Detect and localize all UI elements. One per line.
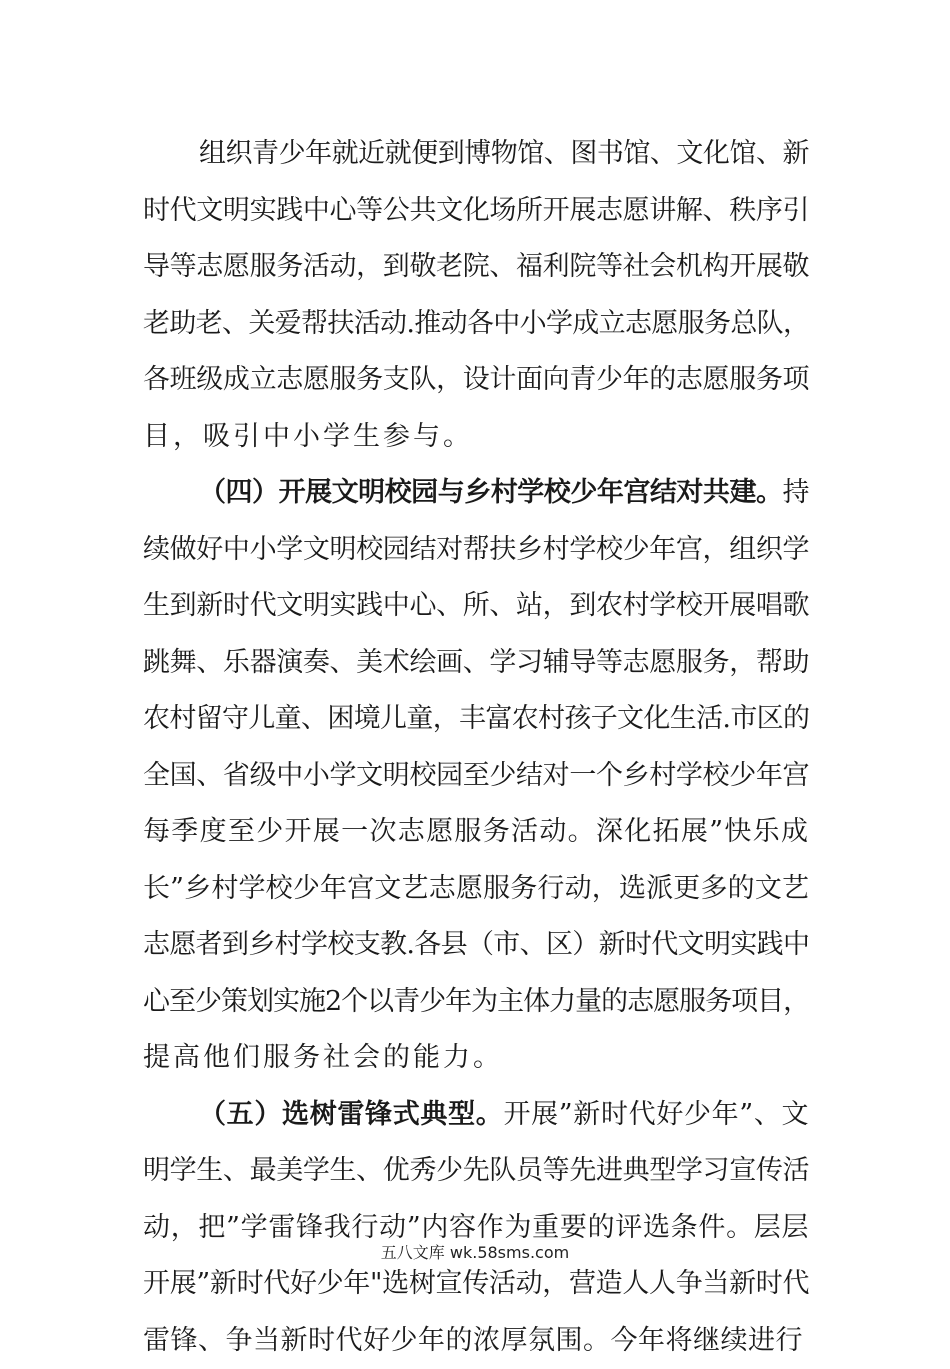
- section-four-heading: （四）开展文明校园与乡村学校少年宫结对共建。: [199, 477, 783, 508]
- paragraph-section-four: [143, 465, 809, 1087]
- paragraph-line: 开展”新时代好少年"选树宣传活动，营造人人争当新时代: [143, 1256, 809, 1313]
- section-four-lead-text: 持: [783, 477, 810, 508]
- section-heading-line: [143, 465, 809, 522]
- paragraph-line: 提高他们服务社会的能力。: [143, 1030, 809, 1087]
- paragraph-line: 目，吸引中小学生参与。: [143, 409, 809, 466]
- footer-watermark: 五八文库 wk.58sms.com: [0, 1240, 950, 1263]
- paragraph-line: 组织青少年就近就便到博物馆、图书馆、文化馆、新: [143, 126, 809, 183]
- paragraph-line: 心至少策划实施2个以青少年为主体力量的志愿服务项目，: [143, 974, 809, 1031]
- paragraph-line: 生到新时代文明实践中心、所、站，到农村学校开展唱歌: [143, 578, 809, 635]
- section-five-lead-text: 开展”新时代好少年”、文: [503, 1099, 809, 1130]
- paragraph-line: 导等志愿服务活动，到敬老院、福利院等社会机构开展敬: [143, 239, 809, 296]
- paragraph-line: 动，把”学雷锋我行动”内容作为重要的评选条件。层层: [143, 1200, 809, 1257]
- paragraph-line: 志愿者到乡村学校支教.各县（市、区）新时代文明实践中: [143, 917, 809, 974]
- paragraph-line: 雷锋、争当新时代好少年的浓厚氛围。今年将继续进行: [143, 1313, 809, 1369]
- document-body: [143, 126, 809, 1369]
- paragraph-line: 长”乡村学校少年宫文艺志愿服务行动，选派更多的文艺: [143, 861, 809, 918]
- paragraph-line: 每季度至少开展一次志愿服务活动。深化拓展”快乐成: [143, 804, 809, 861]
- paragraph-line: 各班级成立志愿服务支队，设计面向青少年的志愿服务项: [143, 352, 809, 409]
- paragraph-line: 续做好中小学文明校园结对帮扶乡村学校少年宫，组织学: [143, 522, 809, 579]
- paragraph-line: 老助老、关爱帮扶活动.推动各中小学成立志愿服务总队，: [143, 296, 809, 353]
- paragraph-line: 跳舞、乐器演奏、美术绘画、学习辅导等志愿服务，帮助: [143, 635, 809, 692]
- paragraph-line: 全国、省级中小学文明校园至少结对一个乡村学校少年宫: [143, 748, 809, 805]
- paragraph-volunteer-activities: [143, 126, 809, 465]
- paragraph-line: 农村留守儿童、困境儿童，丰富农村孩子文化生活.市区的: [143, 691, 809, 748]
- paragraph-line: 明学生、最美学生、优秀少先队员等先进典型学习宣传活: [143, 1143, 809, 1200]
- section-five-heading: （五）选树雷锋式典型。: [199, 1099, 503, 1130]
- paragraph-line: 时代文明实践中心等公共文化场所开展志愿讲解、秩序引: [143, 183, 809, 240]
- paragraph-section-five: [143, 1087, 809, 1369]
- section-heading-line: [143, 1087, 809, 1144]
